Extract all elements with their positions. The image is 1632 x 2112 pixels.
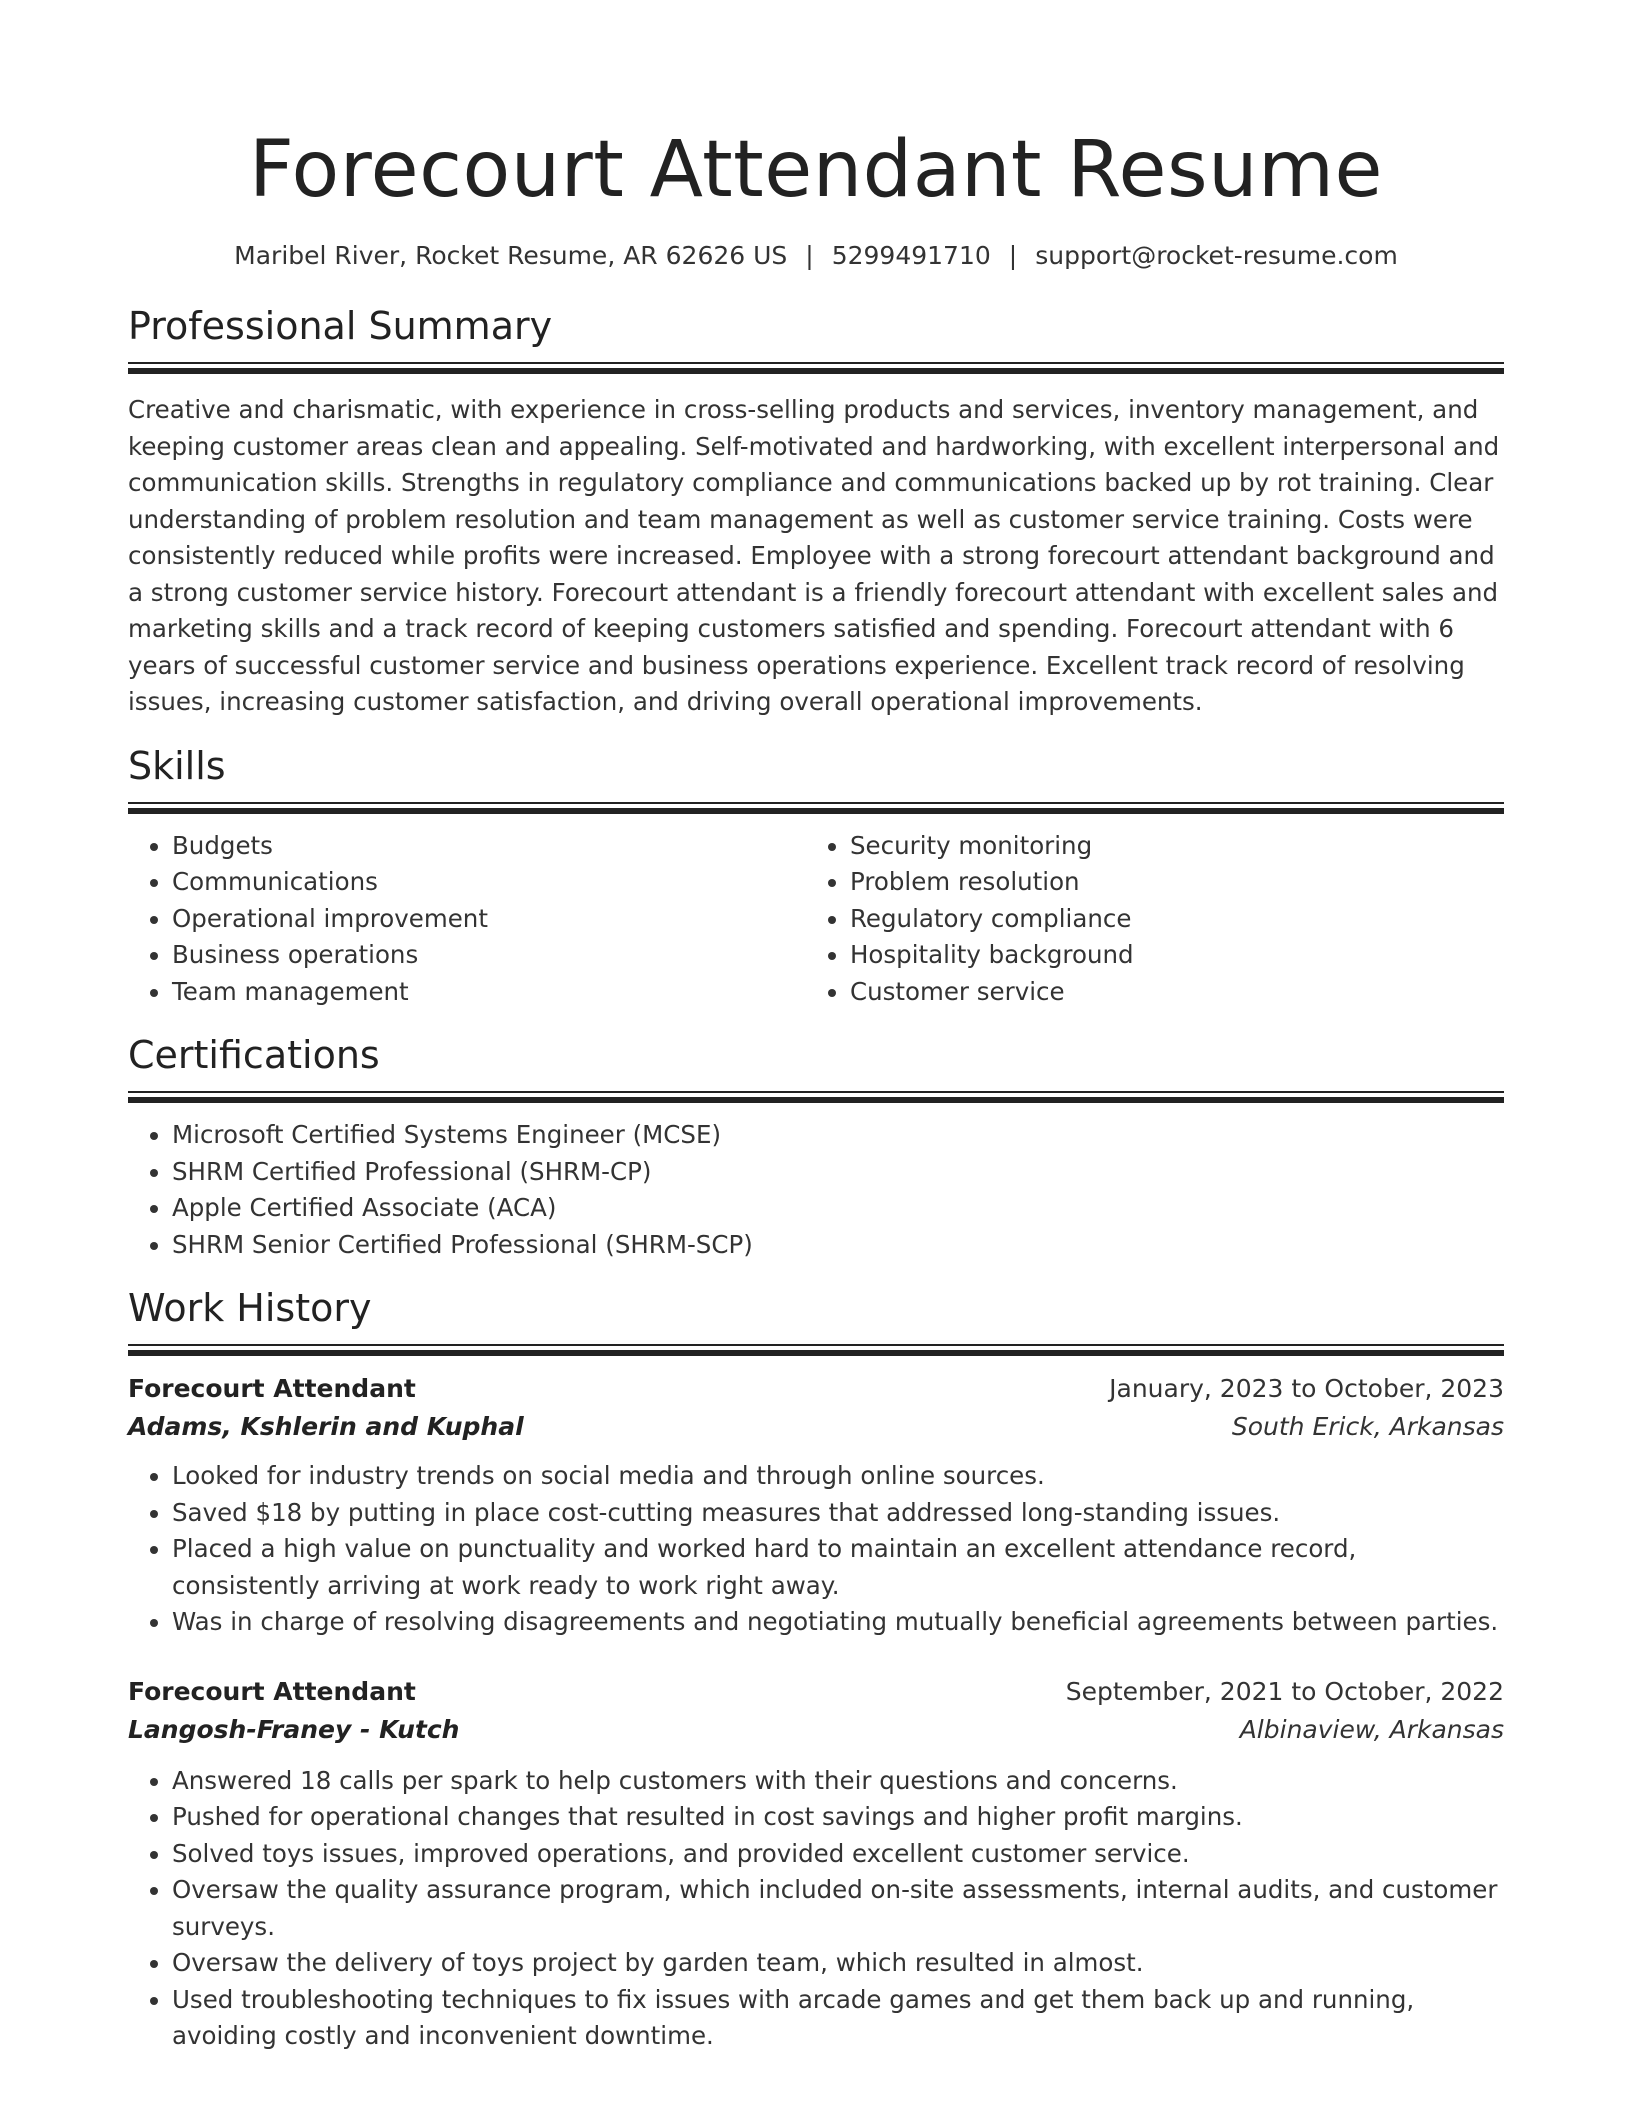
skills-columns (128, 828, 1504, 1011)
contact-separator: | (1008, 241, 1018, 270)
job-bullet: • Oversaw the quality assurance program, which included on-site assessments, internal audits, and customer surveys. (172, 1872, 1504, 1945)
certifications-section (128, 1031, 1504, 1263)
job-dates: January, 2023 to October, 2023 (1109, 1374, 1504, 1403)
contact-line (128, 240, 1504, 272)
section-divider (128, 802, 1504, 814)
job-location: Albinaview, Arkansas (1239, 1714, 1504, 1744)
job-company: Langosh-Franey - Kutch (128, 1714, 460, 1744)
contact-email: support@rocket-resume.com (1035, 241, 1398, 270)
summary-heading: Professional Summary (128, 304, 553, 348)
work-history-section (128, 1284, 1504, 2055)
section-divider (128, 1344, 1504, 1356)
skill-item: • Business operations (172, 937, 806, 974)
work-history-heading: Work History (128, 1286, 372, 1330)
job-bullet: • Looked for industry trends on social media and through online sources. (172, 1458, 1504, 1495)
job-bullet: • Saved $18 by putting in place cost-cutting measures that addressed long-standing issues. (172, 1495, 1504, 1532)
skill-item: • Regulatory compliance (850, 901, 1484, 938)
skills-list-right (806, 828, 1484, 1011)
summary-text: Creative and charismatic, with experience in cross-selling products and services, inventory management, and keeping customer areas clean and appealing. Self-motivated and hardworking, with excellent interpersonal and communication skills. Strengths in regulatory compliance and communications backed up by rot training. Clear understanding of problem resolution and team management as well as customer service training. Costs were consistently reduced while profits were increased. Employee with a strong forecourt attendant background and a strong customer service history. Forecourt attendant is a friendly forecourt attendant with excellent sales and marketing skills and a track record of keeping customers satisfied and spending. Forecourt attendant with 6 years of successful customer service and business operations experience. Excellent track record of resolving issues, increasing customer satisfaction, and driving overall operational improvements. (128, 395, 1500, 716)
job-bullets (128, 1458, 1504, 1641)
skill-item: • Problem resolution (850, 864, 1484, 901)
job-subheader (128, 1408, 1504, 1446)
section-divider (128, 1091, 1504, 1103)
job-bullet: • Pushed for operational changes that resulted in cost savings and higher profit margins. (172, 1799, 1504, 1836)
job-bullet: • Solved toys issues, improved operations, and provided excellent customer service. (172, 1836, 1504, 1873)
job-subheader (128, 1711, 1504, 1749)
section-divider (128, 362, 1504, 374)
contact-separator: | (805, 241, 814, 270)
skill-item: • Budgets (172, 828, 806, 865)
certification-item: • SHRM Senior Certified Professional (SHRM-SCP) (172, 1227, 1504, 1264)
job-entry (128, 1370, 1504, 1641)
job-dates: September, 2021 to October, 2022 (1065, 1676, 1504, 1706)
skill-item: • Customer service (850, 974, 1484, 1011)
job-title: Forecourt Attendant (128, 1374, 416, 1403)
job-company: Adams, Kshlerin and Kuphal (128, 1412, 524, 1441)
certifications-heading: Certifications (128, 1033, 380, 1077)
contact-address: Maribel River, Rocket Resume, AR 62626 US (234, 241, 788, 270)
contact-phone: 5299491710 (831, 241, 991, 270)
job-title: Forecourt Attendant (128, 1676, 416, 1706)
skill-item: • Hospitality background (850, 937, 1484, 974)
resume-title: Forecourt Attendant Resume (248, 125, 1384, 215)
job-bullet: • Oversaw the delivery of toys project by garden team, which resulted in almost. (172, 1945, 1504, 1982)
skills-heading: Skills (128, 743, 226, 788)
resume-page (128, 0, 1504, 2055)
job-bullet: • Used troubleshooting techniques to fix issues with arcade games and get them back up and running, avoiding costly and inconvenient downtime. (172, 1982, 1504, 2055)
skill-item: • Communications (172, 864, 806, 901)
job-bullet: • Answered 18 calls per spark to help customers with their questions and concerns. (172, 1763, 1504, 1800)
job-location: South Erick, Arkansas (1231, 1412, 1504, 1441)
skills-list-left (128, 828, 806, 1011)
certification-item: • Apple Certified Associate (ACA) (172, 1190, 1504, 1227)
certification-item: • Microsoft Certified Systems Engineer (MCSE) (172, 1117, 1504, 1154)
certifications-list (128, 1117, 1504, 1263)
job-entry (128, 1673, 1504, 2055)
summary-section (128, 302, 1504, 721)
job-bullet: • Was in charge of resolving disagreements and negotiating mutually beneficial agreements between parties. (172, 1604, 1504, 1641)
job-bullet: • Placed a high value on punctuality and worked hard to maintain an excellent attendance record, consistently arriving at work ready to work right away. (172, 1531, 1504, 1604)
certification-item: • SHRM Certified Professional (SHRM-CP) (172, 1154, 1504, 1191)
skills-section (128, 742, 1504, 1011)
job-header (128, 1673, 1504, 1711)
job-header (128, 1370, 1504, 1408)
skill-item: • Security monitoring (850, 828, 1484, 865)
skill-item: • Team management (172, 974, 806, 1011)
job-bullets (128, 1763, 1504, 2055)
skill-item: • Operational improvement (172, 901, 806, 938)
